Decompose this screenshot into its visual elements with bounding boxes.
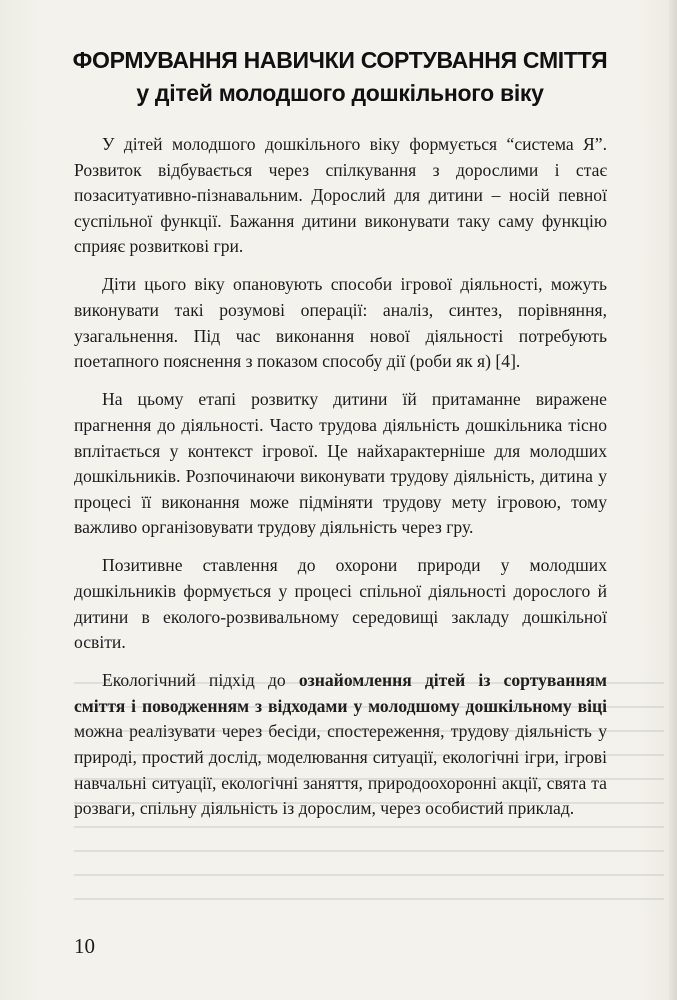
- paragraph-3: На цьому етапі розвитку дитини їй притаманне виражене прагнення до діяльності. Часто трудова діяльність дошкільника тісно вплітається у контекст ігрової. Це найхарактерніше для молодших дошкільників. Розпочинаючи виконувати трудову діяльність, дитина у процесі її виконання може підміняти трудову мету ігровою, тому важливо організовувати трудову діяльність через гру.: [74, 389, 607, 538]
- title-line-1: ФОРМУВАННЯ НАВИЧКИ СОРТУВАННЯ СМІТТЯ: [72, 47, 608, 73]
- paragraph-2: Діти цього віку опановують способи ігрової діяльності, можуть виконувати такі розумові операції: аналіз, синтез, порівняння, узагальнення. Під час виконання нової діяльності потребують поетапного пояснення з показом способу дії (роби як я) [4].: [74, 274, 607, 372]
- page-title: [70, 44, 610, 110]
- page-edge: [669, 0, 677, 1000]
- paragraph-1: У дітей молодшого дошкільного віку формується “система Я”. Розвиток відбувається через спілкування з дорослими і стає позаситуативно-пізнавальним. Дорослий для дитини – носій певної суспільної функції. Бажання дитини виконувати таку саму функцію сприяє розвиткові гри.: [74, 134, 607, 257]
- paragraph-4: Позитивне ставлення до охорони природи у молодших дошкільників формується у процесі спільної діяльності дорослого й дитини в еколого-розвивальному середовищі закладу дошкільної освіти.: [74, 555, 607, 653]
- paragraph-5-bold: ознайомлення дітей із сортуванням сміття і поводженням з відходами у молодшому дошкільному віці: [74, 670, 607, 716]
- paragraph-5: [74, 668, 607, 822]
- paragraph-5-lead: Екологічний підхід до: [102, 670, 299, 691]
- paragraph-5-tail: можна реалізувати через бесіди, спостереження, трудову діяльність у природі, простий дослід, моделювання ситуації, екологічні ігри, ігрові навчальні ситуації, екологічні заняття, природоохоронні акції, свята та розваги, спільну діяльність із дорослим, через особистий приклад.: [74, 721, 607, 819]
- title-line-2: у дітей молодшого дошкільного віку: [136, 80, 544, 106]
- page-number: 10: [74, 934, 95, 958]
- body-text: [74, 132, 607, 834]
